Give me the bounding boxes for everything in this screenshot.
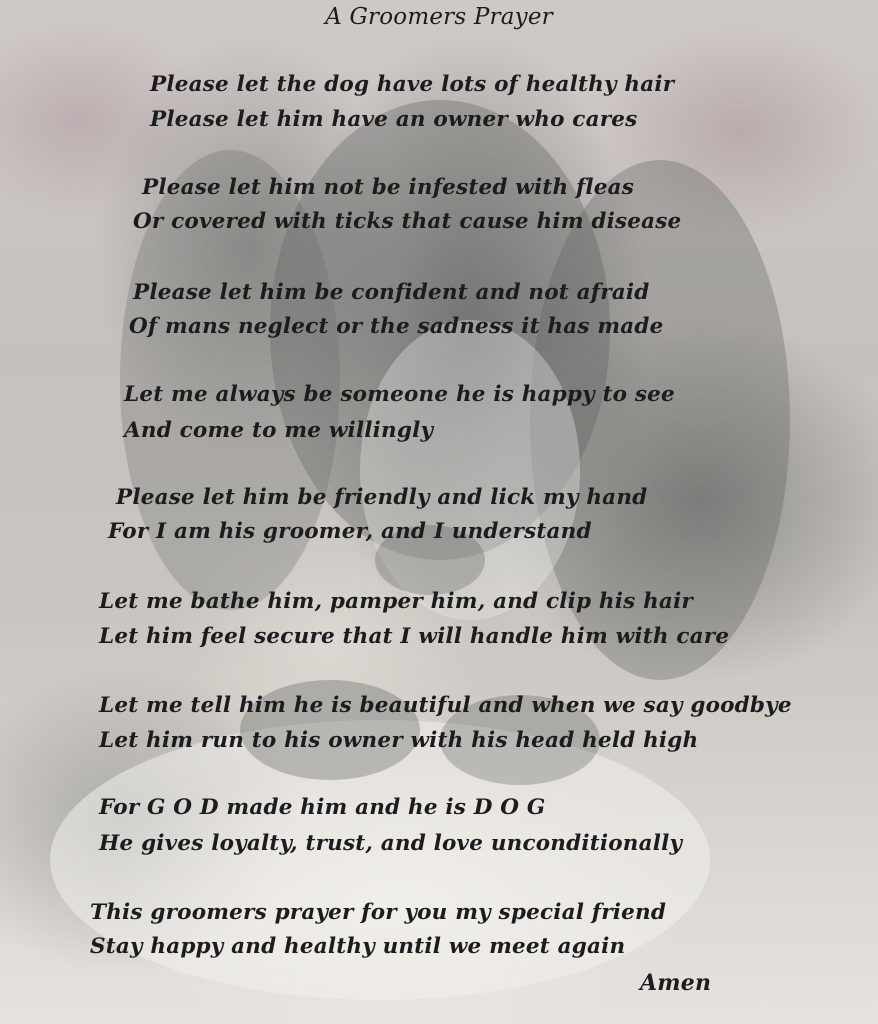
poem-line: He gives loyalty, trust, and love unconditionally (99, 831, 683, 856)
poem-line: Please let him not be infested with fleas (142, 175, 635, 200)
poem-line: Let me bathe him, pamper him, and clip his hair (99, 589, 693, 614)
poem-line: For I am his groomer, and I understand (108, 519, 592, 544)
poem-line: Stay happy and healthy until we meet again (90, 934, 626, 959)
poem-line: Let me tell him he is beautiful and when we say goodbye (99, 693, 792, 718)
poem-title: A Groomers Prayer (325, 4, 553, 30)
poem-line: Or covered with ticks that cause him disease (133, 209, 682, 234)
poem-line: This groomers prayer for you my special friend (90, 900, 667, 925)
poem-line: Of mans neglect or the sadness it has made (129, 314, 664, 339)
poem-line: Let him run to his owner with his head held high (99, 728, 699, 753)
poem-line: Please let him have an owner who cares (150, 107, 638, 132)
poem-line: For G O D made him and he is D O G (99, 795, 546, 820)
poem-closing-amen: Amen (640, 970, 712, 996)
poem-line: Let him feel secure that I will handle him with care (99, 624, 730, 649)
poem-line: And come to me willingly (124, 418, 434, 443)
poem-line: Please let him be confident and not afraid (133, 280, 650, 305)
poem-line: Please let him be friendly and lick my hand (116, 485, 648, 510)
poem-line: Please let the dog have lots of healthy hair (150, 72, 675, 97)
poem-line: Let me always be someone he is happy to see (124, 382, 675, 407)
